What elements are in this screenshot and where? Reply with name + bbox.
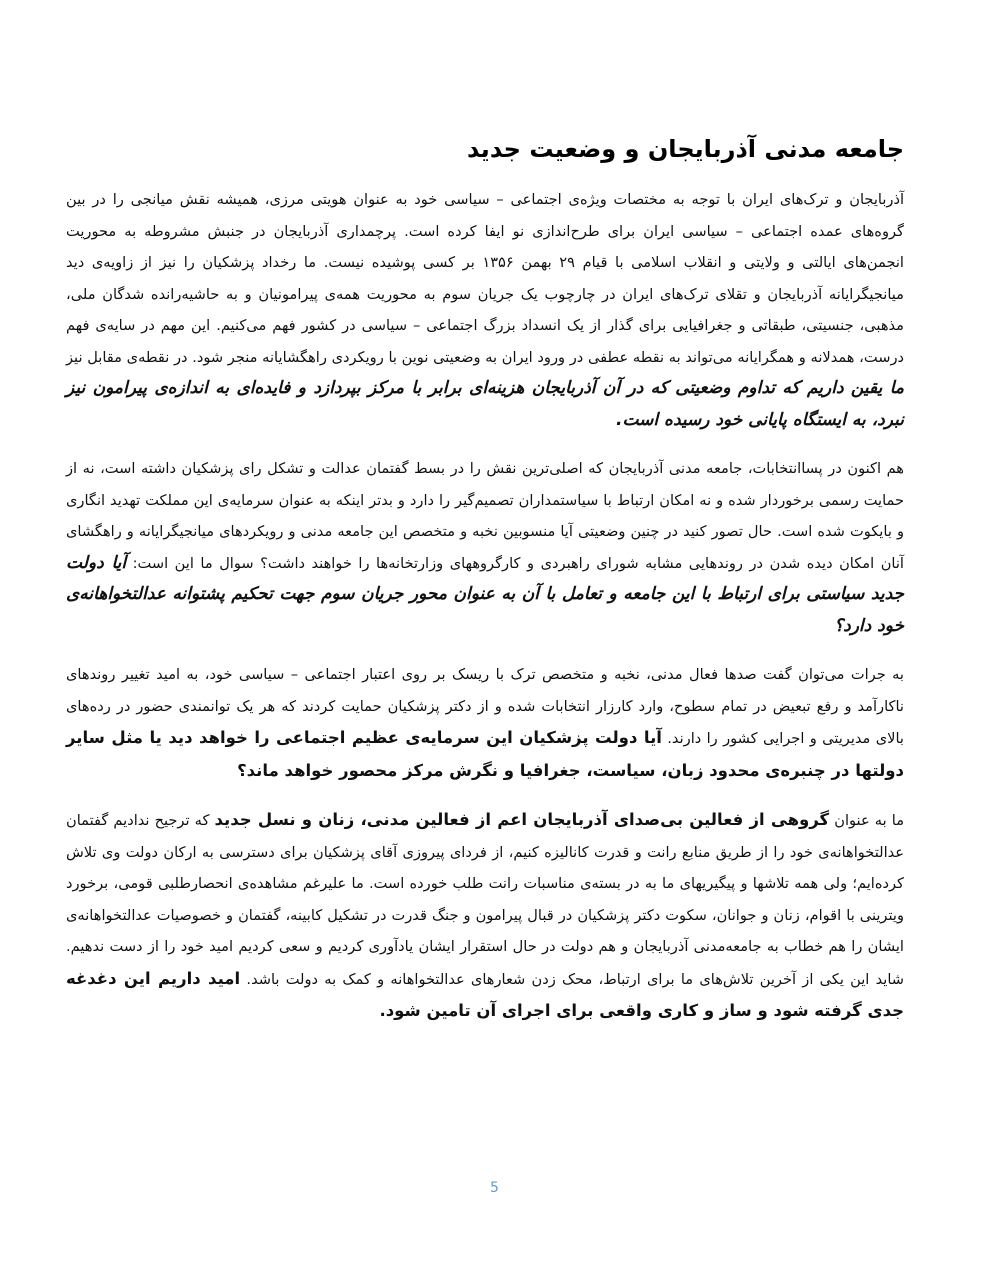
paragraph-4-text-start: ما به عنوان	[829, 812, 905, 829]
paragraph-2	[66, 453, 904, 642]
paragraph-2-text: هم اکنون در پساانتخابات، جامعه مدنی آذربایجان که اصلی‌ترین نقش را در بسط گفتمان عدالت و تشکل رای پزشکیان داشته است، نه از حمایت رسمی برخوردار شده و نه امکان ارتباط با سیاستمداران تصمیم‌گیر را دارد و بدتر اینکه به عنوان سرمایه‌ی این مملکت تهدید انگاری و بایکوت شده است. حال تصور کنید در چنین وضعیتی آیا منسوبین نخبه و متخصص این جامعه مدنی و رویکردهای میانجیگرایانه و راهگشای آنان امکان دیده شدن در روندهایی مشابه شورای راهبردی و کارگروههای وزارتخانه‌ها را خواهند داشت؟ سوال ما این است:	[66, 460, 904, 572]
paragraph-1-text: آذربایجان و ترک‌های ایران با توجه به مختصات ویژه‌ی اجتماعی – سیاسی خود به عنوان هویتی مرزی، همیشه نقش میانجی را در بین گروه‌های عمده اجتماعی – سیاسی ایران برای طرح‌اندازی نو ایفا کرده است. پرچمداری آذربایجان در جنبش مشروطه به محوریت انجمن‌های ایالتی و ولایتی و انقلاب اسلامی با قیام ۲۹ بهمن ۱۳۵۶ بر کسی پوشیده نیست. ما رخداد پزشکیان را نیز از زاویه‌ی دید میانجیگرایانه آذربایجان و تقلای ترک‌های ایران در چارچوب یک جریان سوم به محوریت همه‌ی پیرامونیان و به حاشیه‌رانده شدگان ملی، مذهبی، جنسیتی، طبقاتی و جغرافیایی برای گذار از یک انسداد بزرگ اجتماعی – سیاسی در کشور فهم می‌کنیم. این مهم در سایه‌ی فهم درست، همدلانه و همگرایانه می‌تواند به نقطه عطفی در ورود ایران به وضعیتی نوین با رویکردی راهگشایانه منجر شود. در نقطه‌ی مقابل نیز	[66, 191, 904, 366]
paragraph-3-text: به جرات می‌توان گفت صدها فعال مدنی، نخبه و متخصص ترک با ریسک بر روی اعتبار اجتماعی – سیاسی خود، به امید تغییر روندهای ناکارآمد و رفع تبعیض در تمام سطوح، وارد کارزار انتخابات شده و از دکتر پزشکیان حمایت کردند که هر یک توانمندی حضور در رده‌های بالای مدیریتی و اجرایی کشور را دارند.	[66, 666, 904, 747]
paragraph-4-emphasis-hope: امید داریم این دغدغه جدی گرفته شود و ساز و کاری واقعی برای اجرای آن تامین شود.	[66, 968, 904, 1020]
paragraph-3	[66, 659, 904, 787]
paragraph-2-emphasis: آیا دولت جدید سیاستی برای ارتباط با این جامعه و تعامل با آن به عنوان محور جریان سوم جهت تحکیم پشتوانه عدالتخواهانه‌ی خود دارد؟	[66, 552, 904, 636]
paragraph-3-emphasis: آیا دولت پزشکیان این سرمایه‌ی عظیم اجتماعی را خواهد دید یا مثل سایر دولتها در چنبره‌ی محدود زبان، سیاست، جغرافیا و نگرش مرکز محصور خواهد ماند؟	[66, 728, 904, 780]
paragraph-4-text-body: که ترجیح ندادیم گفتمان عدالتخواهانه‌ی خود را از طریق منابع رانت و قدرت کانالیزه کنیم، از فردای پیروزی آقای پزشکیان برای دسترسی به ارکان دولت وی تلاش کرده‌ایم؛ ولی همه تلاشها و پیگیریهای ما به در بسته‌ی مناسبات رانت طلب خورده است. ما علیرغم مشاهده‌ی انحصارطلبی قومی، برخورد ویترینی با اقوام، زنان و جوانان، سکوت دکتر پزشکیان در قبال پیرامون و جنگ قدرت در تشکیل کابینه، گفتمان و خصوصیات عدالتخواهانه‌ی ایشان را هم خطاب به جامعه‌مدنی آذربایجان و هم دولت در حال استقرار ایشان یادآوری کردیم و سعی کردیم امید خود را از دست ندهیم. شاید این یکی از آخرین تلاش‌های ما برای ارتباط، محک زدن شعارهای عدالتخواهانه و کمک به دولت باشد.	[66, 812, 904, 988]
paragraph-4	[66, 804, 904, 1028]
paragraph-4-emphasis-group: گروهی از فعالین بی‌صدای آذربایجان اعم از فعالین مدنی، زنان و نسل جدید	[214, 810, 830, 829]
page-number: 5	[490, 1180, 499, 1196]
document-page	[66, 128, 904, 1045]
page-title: جامعه مدنی آذربایجان و وضعیت جدید	[466, 135, 904, 163]
paragraph-1	[66, 184, 904, 436]
paragraph-1-emphasis: ما یقین داریم که تداوم وضعیتی که در آن آذربایجان هزینه‌ای برابر با مرکز بپردازد و فایده‌ای به اندازه‌ی پیرامون نیز نبرد، به ایستگاه پایانی خود رسیده است.	[66, 378, 904, 430]
